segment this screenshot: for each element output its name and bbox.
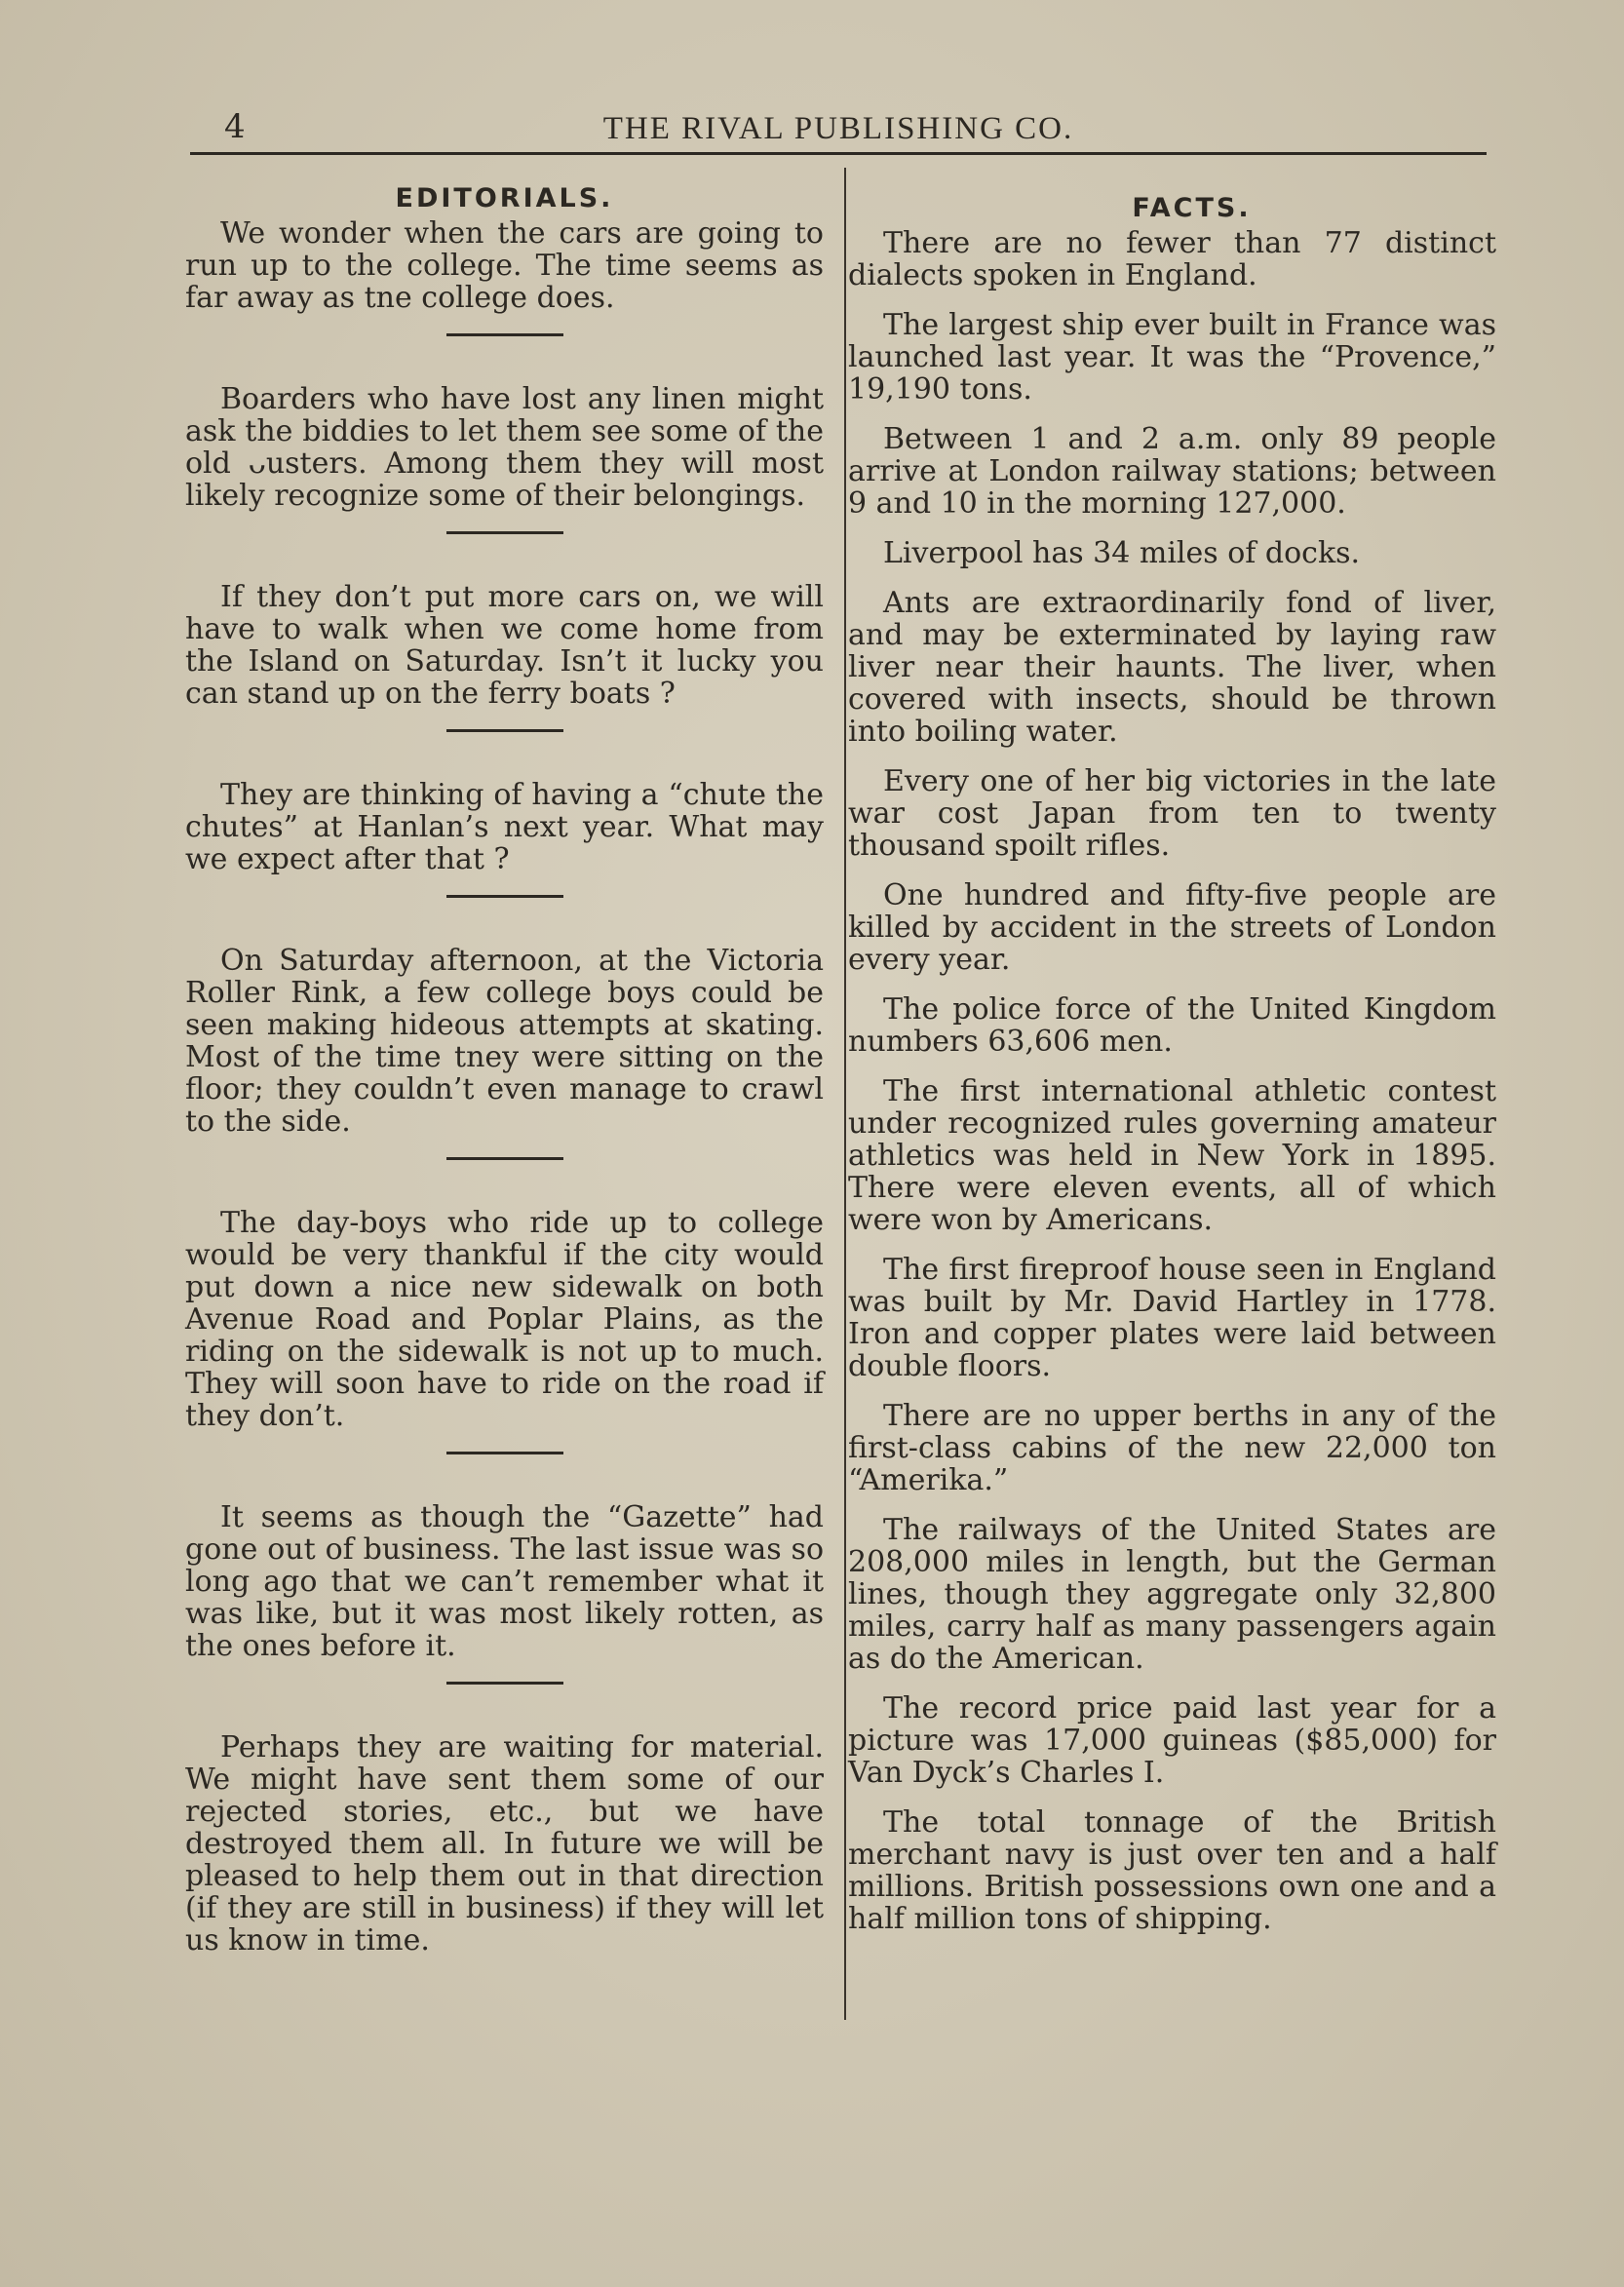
editorial-paragraph: Perhaps they are waiting for material. We might have sent them some of our rejected stories, etc., but we have destroyed them all. In future we will be pleased to help them out in that direction (if they are still in business) if they will let us know in time. [185,1730,824,1958]
publication-title: THE RIVAL PUBLISHING CO. [602,111,1074,146]
fact-paragraph: Liverpool has 34 miles of docks. [883,536,1361,570]
fact-paragraph: The first international athletic contest under recognized rules governing amateur athletics was held in New York in 1895. There were eleven events, all of which were won by Americans. [848,1074,1496,1237]
separator-rule [446,1157,563,1160]
fact-paragraph: One hundred and fifty-five people are killed by accident in the streets of London every year. [848,878,1496,977]
editorial-paragraph: On Saturday afternoon, at the Victoria Roller Rink, a few college boys could be seen making hideous attempts at skating. Most of the time tney were sitting on the floor; they couldn’t even manage to crawl to the side. [185,944,824,1139]
editorial-paragraph: They are thinking of having a “chute the chutes” at Hanlan’s next year. What may we expect after that ? [185,778,824,876]
editorial-paragraph: We wonder when the cars are going to run up to the college. The time seems as far away as tne college does. [185,216,824,315]
facts-column [848,175,1496,1953]
separator-rule [446,1682,563,1685]
editorial-paragraph: The day-boys who ride up to college would be very thankful if the city would put down a nice new sidewalk on both Avenue Road and Poplar Plains, as the riding on the sidewalk is not up to much. They will soon have to ride on the road if they don’t. [185,1206,824,1433]
separator-rule [446,1452,563,1454]
fact-paragraph: There are no fewer than 77 distinct dialects spoken in England. [848,226,1496,292]
facts-heading: FACTS. [1132,193,1252,223]
separator-rule [446,333,563,336]
column-divider [844,168,846,2020]
separator-rule [446,729,563,732]
fact-paragraph: Between 1 and 2 a.m. only 89 people arrive at London railway stations; between 9 and 10 in the morning 127,000. [848,422,1496,521]
header-rule [190,152,1487,155]
editorials-column [185,175,824,1966]
page-header [190,107,1487,166]
fact-paragraph: There are no upper berths in any of the first-class cabins of the new 22,000 ton “Amerika.” [848,1399,1496,1497]
editorial-paragraph: Boarders who have lost any linen might ask the biddies to let them see some of the old ᴗusters. Among them they will most likely recognize some of their belongings. [185,382,824,513]
fact-paragraph: The railways of the United States are 208,000 miles in length, but the German lines, though they aggregate only 32,800 miles, carry half as many passengers again as do the American. [848,1513,1496,1676]
fact-paragraph: The first fireproof house seen in England was built by Mr. David Hartley in 1778. Iron and copper plates were laid between double floors. [848,1253,1496,1383]
fact-paragraph: The record price paid last year for a picture was 17,000 guineas ($85,000) for Van Dyck’s Charles I. [848,1691,1496,1790]
fact-paragraph: The total tonnage of the British merchant navy is just over ten and a half millions. British possessions own one and a half million tons of shipping. [848,1805,1496,1936]
separator-rule [446,895,563,898]
page-number: 4 [224,107,247,146]
fact-paragraph: The largest ship ever built in France was launched last year. It was the “Provence,” 19,190 tons. [848,308,1496,407]
editorial-paragraph: It seems as though the “Gazette” had gone out of business. The last issue was so long ago that we can’t remember what it was like, but it was most likely rotten, as the ones before it. [185,1500,824,1663]
fact-paragraph: Every one of her big victories in the late war cost Japan from ten to twenty thousand spoilt rifles. [848,764,1496,863]
editorials-heading: EDITORIALS. [395,183,614,213]
separator-rule [446,531,563,534]
editorial-paragraph: If they don’t put more cars on, we will have to walk when we come home from the Island on Saturday. Isn’t it lucky you can stand up on the ferry boats ? [185,580,824,711]
fact-paragraph: Ants are extraordinarily fond of liver, and may be exterminated by laying raw liver near their haunts. The liver, when covered with insects, should be thrown into boiling water. [848,586,1496,749]
fact-paragraph: The police force of the United Kingdom numbers 63,606 men. [848,992,1496,1059]
